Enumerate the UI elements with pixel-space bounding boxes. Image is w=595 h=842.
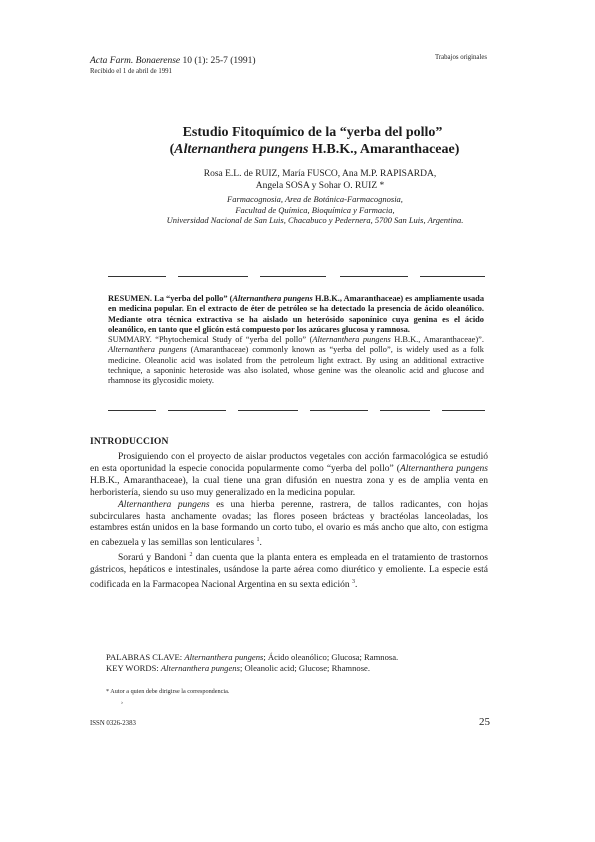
intro-p1-text-b: H.B.K., Amaranthaceae), la cual tiene una gran difusión en nuestra zona y es de amplia venta en herboristería, siendo su uso muy generalizado en la medicina popular. [90, 475, 488, 498]
resumen-text-2: H.B.K., Amaranthaceae) es ampliamente usada en medicina popular. En el extracto de éter de petróleo se ha detectado la presencia de ácido oleanólico. Mediante otra técnica extractiva se ha aislado un heterósido saponínico cuya genina es el ácido oleanólico, en tanto que el glicón está compuesto por los azúcares glucosa y ramnosa. [108, 294, 485, 334]
summary-label: SUMMARY. [108, 335, 152, 345]
intro-p2-species: Alternanthera pungens [118, 499, 210, 510]
authors-line-2: Angela SOSA y Sohar O. RUIZ * [255, 181, 385, 191]
intro-p1-species: Alternanthera pungens [399, 463, 488, 474]
intro-paragraph-1 [90, 452, 488, 500]
keywords-english [106, 663, 486, 674]
title-family: H.B.K., Amaranthaceae) [308, 142, 460, 157]
title-open-paren: ( [169, 142, 175, 157]
section-label: Trabajos originales [434, 54, 487, 61]
keywords-spanish [106, 652, 486, 663]
summary-paragraph [108, 335, 484, 386]
intro-paragraph-2 [90, 500, 488, 551]
intro-p3-text-b: dan cuenta que la planta entera es empleada en el tratamiento de trastornos gástricos, hepáticos e intestinales, usándose la parte aérea como diurético y emoliente. La especie está codificada en la Farmacopea Nacional Argentina en su sexta edición [90, 553, 488, 591]
summary-species-2: Alternanthera pungens [108, 345, 187, 355]
journal-citation [90, 56, 256, 67]
intro-paragraph-3 [90, 550, 488, 592]
authors-line-1: Rosa E.L. de RUIZ, María FUSCO, Ana M.P. RAPISARDA, [203, 169, 437, 179]
affiliation [110, 194, 520, 226]
abstract-bottom-divider [108, 410, 485, 411]
intro-p1-text-a: Prosiguiendo con el proyecto de aislar productos vegetales con acción farmacológica se estudió en esta oportunidad la especie conocida popularmente como “yerba del pollo” ( [90, 452, 488, 474]
keywords-es-label: PALABRAS CLAVE: [106, 652, 185, 662]
keywords-es-terms: ; Ácido oleanólico; Glucosa; Ramnosa. [263, 652, 399, 662]
title-species: Alternanthera pungens [174, 142, 309, 157]
article-title [0, 124, 595, 158]
abstract-top-divider [108, 276, 485, 278]
resumen-label: RESUMEN. [108, 294, 152, 303]
summary-species: Alternanthera pungens [312, 335, 391, 345]
intro-p3-end: . [355, 580, 358, 591]
resumen-text-1: La “yerba del pollo” ( [151, 294, 233, 303]
title-line-2 [0, 141, 595, 158]
intro-p2-reference: 1 [256, 537, 260, 544]
introduction-body [90, 452, 488, 592]
intro-p2-end: . [259, 538, 262, 549]
summary-text-1: “Phytochemical Study of “yerba del pollo” ( [151, 335, 313, 345]
intro-p2-text: es una hierba perenne, rastrera, de tallos radicantes, con hojas subcirculares hasta anchamente ovadas; las flores poseen brácteas y bractéolas lanceoladas, los estambres están unidos en la base formando un corto tubo, el ovario es más ancho que alto, con estigma en cabezuela y las semillas son lenticulares [90, 499, 488, 549]
abstract [108, 294, 484, 387]
authors [120, 168, 520, 192]
affiliation-line-2: Facultad de Química, Bioquímica y Farmacia, [235, 204, 395, 215]
stray-mark: › [121, 700, 123, 706]
intro-p3-reference-2: 3 [352, 579, 356, 586]
title-line-1: Estudio Fitoquímico de la “yerba del pollo” [182, 125, 443, 140]
keywords-en-label: KEY WORDS: [106, 663, 161, 673]
keywords [106, 652, 486, 674]
resumen-species: Alternanthera pungens [232, 294, 313, 303]
corresponding-author-footnote: * Autor a quien debe dirigirse la correspondencia. [106, 688, 230, 695]
intro-p3-reference: 2 [189, 552, 193, 559]
keywords-en-species: Alternanthera pungens [160, 663, 240, 673]
affiliation-line-1: Farmacognosia, Area de Botánica-Farmacognosia, [227, 194, 403, 204]
received-date: Recibido el 1 de abril de 1991 [90, 68, 172, 75]
affiliation-line-3: Universidad Nacional de San Luis, Chacabuco y Pedernera, 5700 San Luis, Argentina. [166, 215, 464, 225]
intro-p3-text-a: Sorarú y Bandoni [118, 553, 190, 564]
keywords-en-terms: ; Oleanolic acid; Glucose; Rhamnose. [239, 663, 371, 673]
section-heading-introduction: INTRODUCCION [90, 436, 169, 447]
summary-text-3: (Amaranthaceae) commonly known as “yerba del pollo”, is widely used as a folk medicine. Oleanolic acid was isolated from the petroleum light extract. By using an additional extractive technique, a saponinic heteroside was also isolated, whose genine was the oleanolic acid and glucose and rhamnose its glycosidic moiety. [108, 345, 484, 386]
keywords-es-species: Alternanthera pungens [184, 652, 264, 662]
journal-name: Acta Farm. Bonaerense [90, 56, 181, 66]
resumen-paragraph [108, 294, 484, 335]
summary-text-2: H.B.K., Amaranthaceae)”. [390, 335, 484, 345]
page-number: 25 [479, 716, 490, 728]
issn: ISSN 0326-2383 [90, 720, 136, 727]
journal-volume: 10 (1): 25-7 (1991) [180, 56, 256, 66]
